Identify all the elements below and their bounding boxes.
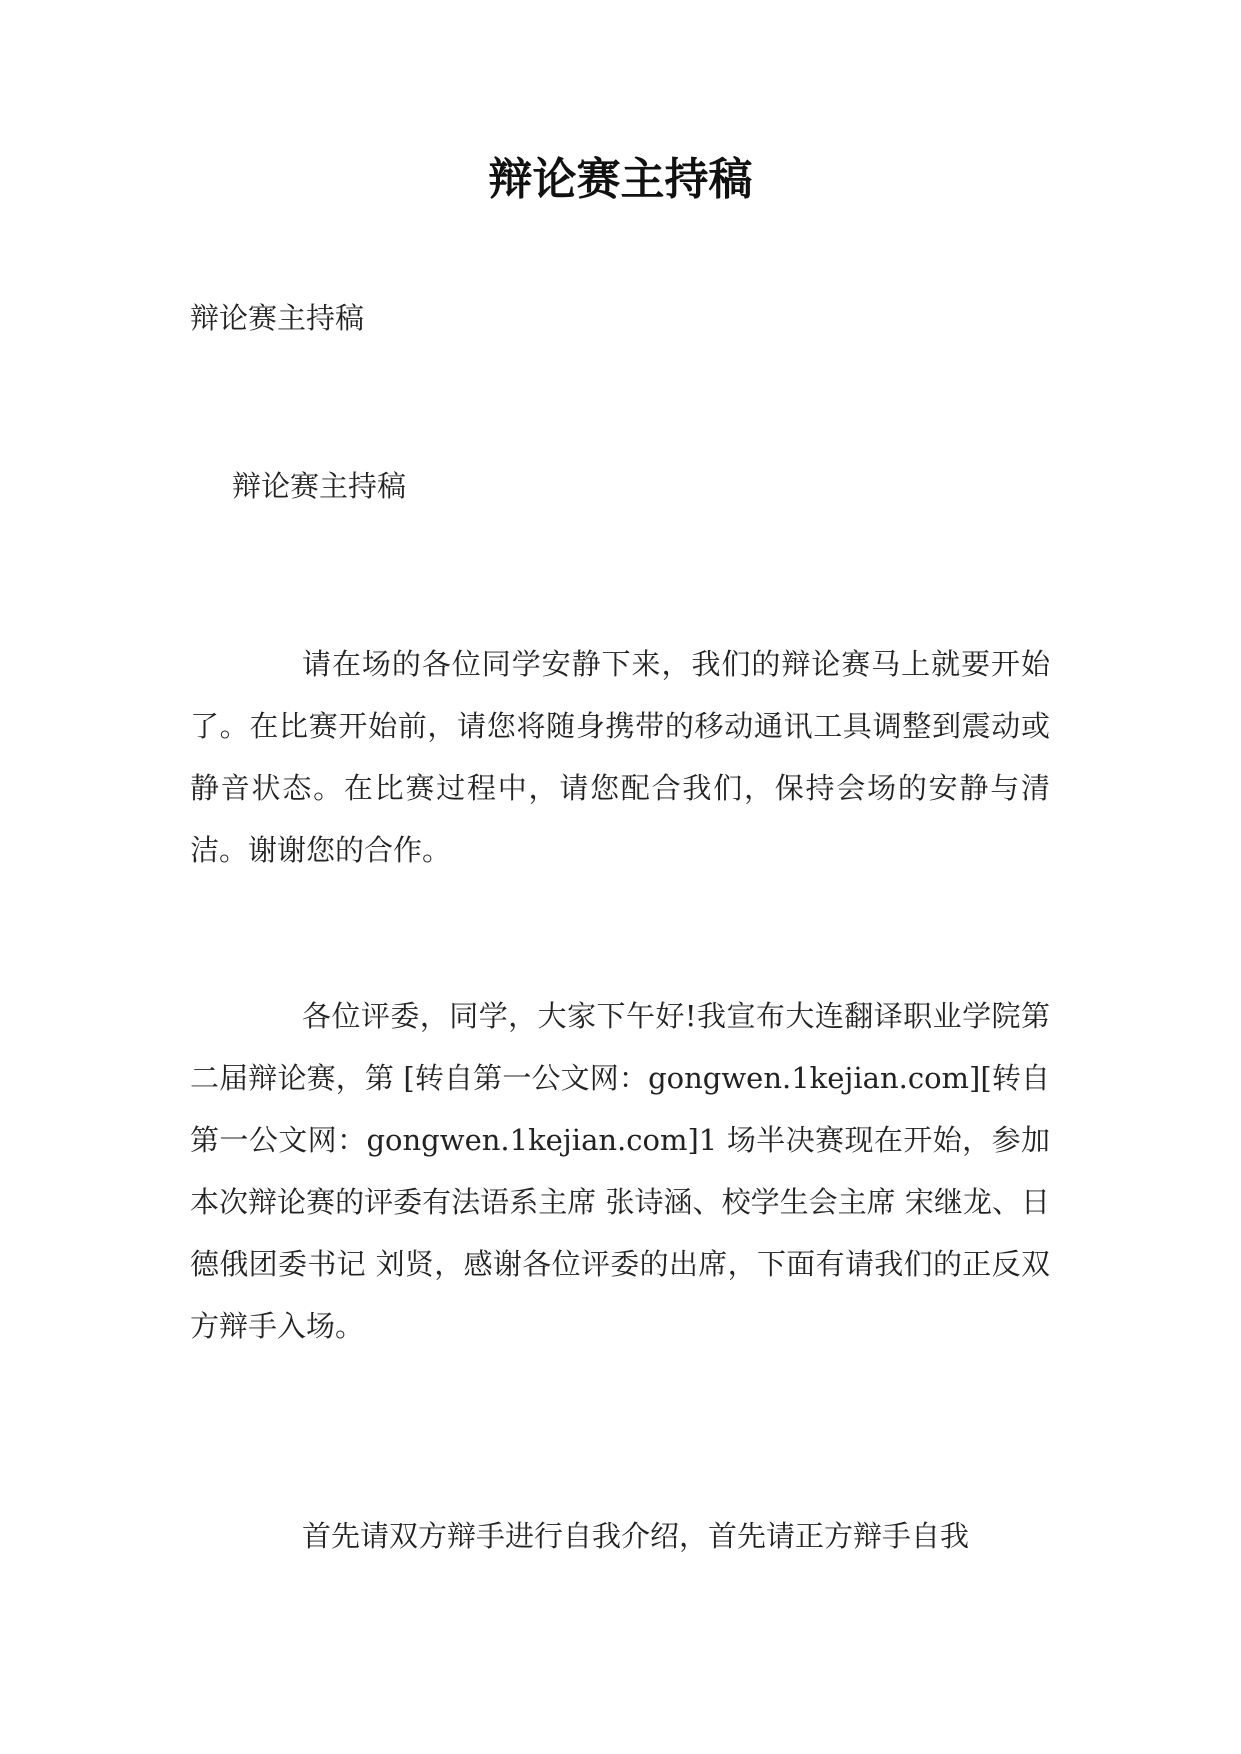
document-subtitle-indented: 辩论赛主持稿	[232, 469, 407, 503]
document-title: 辩论赛主持稿	[488, 154, 753, 205]
paragraph-self-introduction: 首先请双方辩手进行自我介绍，首先请正方辩手自我	[302, 1519, 970, 1553]
paragraph-quiet-request: 请在场的各位同学安静下来，我们的辩论赛马上就要开始了。在比赛开始前，请您将随身携带的移动通讯工具调整到震动或静音状态。在比赛过程中，请您配合我们，保持会场的安静与清洁。谢谢您的合作。	[190, 647, 1050, 867]
document-subtitle: 辩论赛主持稿	[190, 301, 365, 335]
paragraph-opening-announcement: 各位评委，同学，大家下午好!我宣布大连翻译职业学院第二届辩论赛，第 [转自第一公文网：gongwen.1kejian.com][转自第一公文网：gongwen.1kejian.com]1 场半决赛现在开始，参加本次辩论赛的评委有法语系主席 张诗涵、校学生会主席 宋继龙、日德俄团委书记 刘贤，感谢各位评委的出席，下面有请我们的正反双方辩手入场。	[190, 999, 1050, 1343]
